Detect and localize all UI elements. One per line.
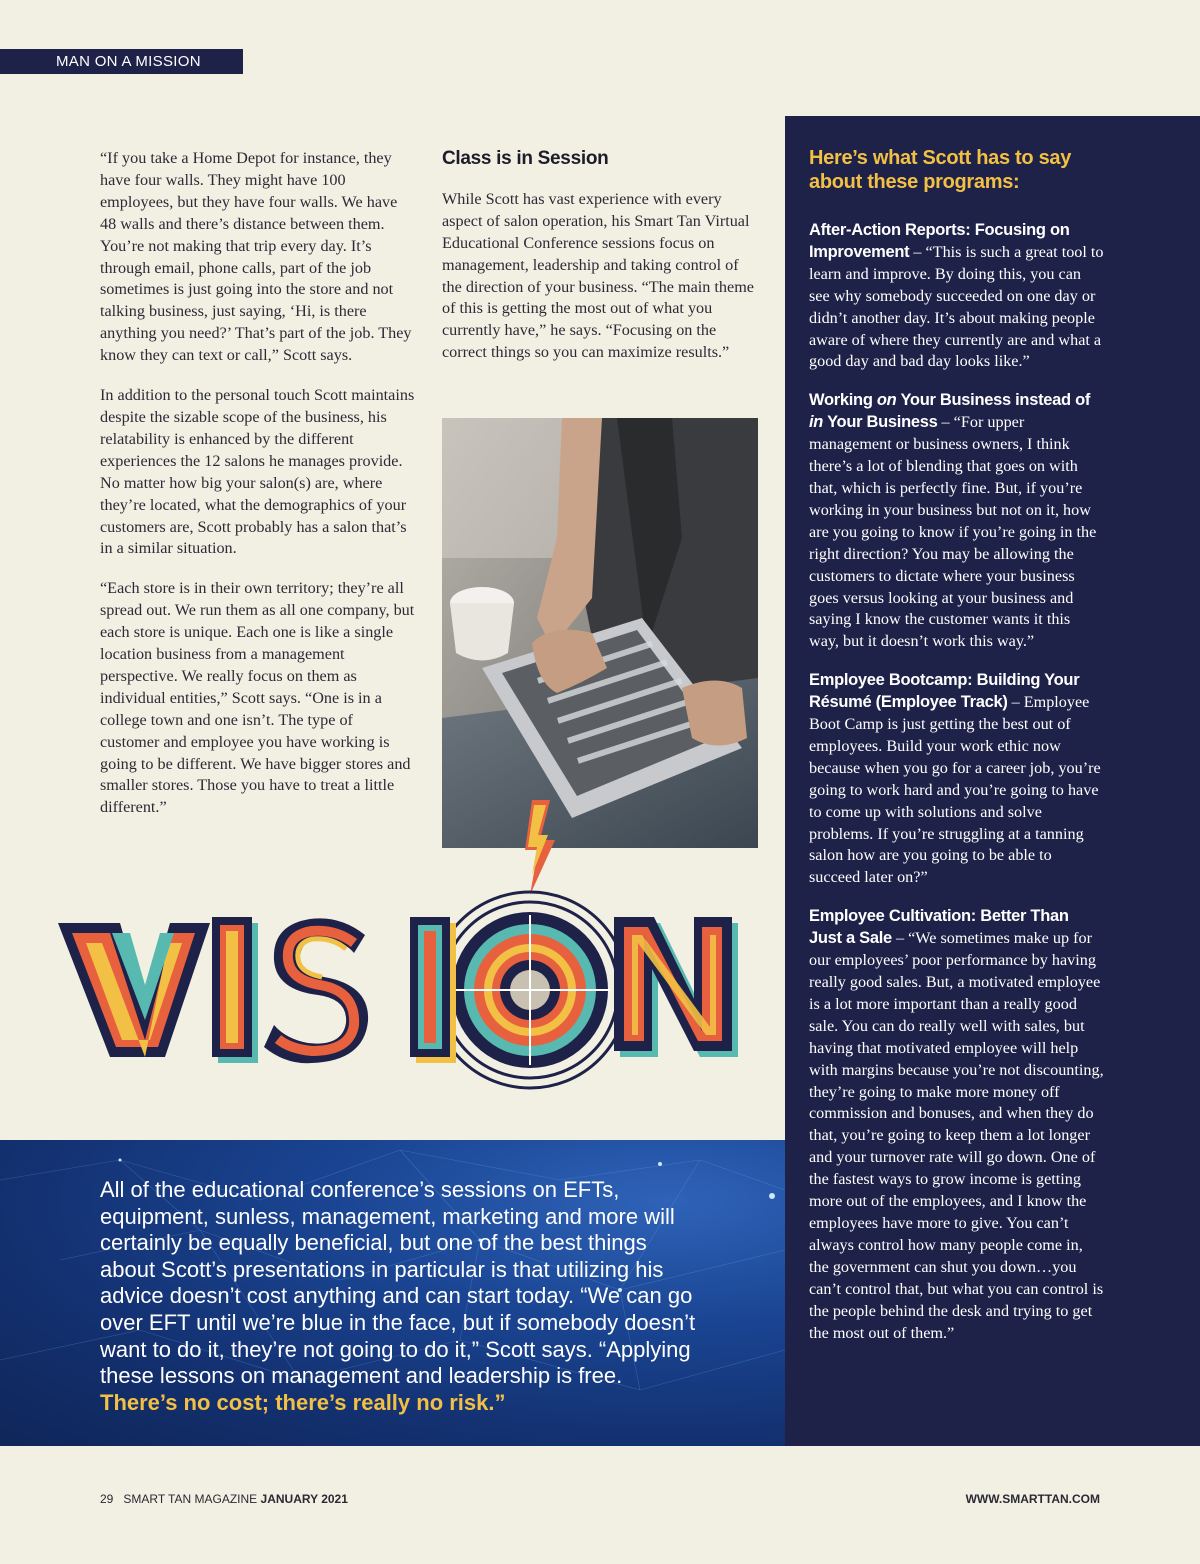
lead-part-italic: on bbox=[876, 391, 897, 410]
sidebar-item bbox=[809, 670, 1104, 889]
lead-part: Your Business bbox=[823, 413, 938, 432]
middle-paragraph: While Scott has vast experience with every aspect of salon operation, his Smart Tan Virtual Educational Conference sessions focus on management, leadership and taking control of the direction of your business. “The main theme of this is getting the most out of what you currently have,” he says. “Focusing on the correct things so you can maximize results.” bbox=[442, 189, 754, 362]
lead-part-italic: in bbox=[809, 413, 824, 432]
pull-quote-emphasis: There’s no cost; there’s really no risk.” bbox=[100, 1389, 506, 1415]
left-paragraph-3: “Each store is in their own territory; they’re all spread out. We run them as all one company, but each store is unique. Each one is like a single location business from a management perspective. We really focus on them as individual entities,” Scott says. “One is in a college town and one isn’t. The type of customer and employee you have working is going to be different. We have bigger stores and smaller stores. Those you have to treat a little different.” bbox=[100, 579, 415, 817]
website-link[interactable]: WWW.SMARTTAN.COM bbox=[965, 1492, 1100, 1506]
sidebar-title: Here’s what Scott has to say about these programs: bbox=[809, 147, 1072, 193]
sidebar-item-text: – Employee Boot Camp is just getting the best out of employees. Build your work ethic now because when you go for a career job, you’re going to work hard and you’re going to have to come up with solutions and solve problems. If you’re struggling at a tanning salon how are you going to be able to succeed later on?” bbox=[809, 693, 1101, 887]
letter-i-2 bbox=[410, 917, 456, 1063]
pull-quote-band bbox=[0, 1140, 785, 1446]
letter-s bbox=[264, 918, 368, 1063]
sidebar-item-text: – “We sometimes make up for our employees’ poor performance by having really good sales. But, a motivated employee is a lot more important than a really good sale. You can do really well with sales, but having that motivated employee will help with margins because you’re not discounting, they’re going to make more money off commission and bonuses, and when they do that, you’re going to keep them a lot longer and your turnover rate will go down. One of the fastest ways to grow income is getting more out of the employees, and I know the employees have more to give. You can’t always control how many people come in, the government can shut you down…you can’t control that, but what you can control is the people behind the desk and trying to get the most out of them.” bbox=[809, 929, 1104, 1342]
sidebar-item-lead: After-Action Reports: Focusing on Improvement bbox=[809, 221, 1070, 261]
laptop-photo bbox=[442, 418, 758, 848]
sidebar-item bbox=[809, 390, 1104, 653]
magazine-name: SMART TAN MAGAZINE bbox=[123, 1492, 258, 1506]
letter-n bbox=[614, 917, 738, 1057]
page-number: 29 bbox=[100, 1492, 114, 1506]
lightning-bolt-icon bbox=[525, 800, 555, 895]
left-column bbox=[100, 148, 416, 837]
footer-left bbox=[100, 1492, 348, 1506]
sidebar-item-text: – “For upper management or business owners, I think there’s a lot of blending that goes on with that, which is perfectly fine. But, if you’re working in your business but not on it, how are you going to know if you’re going in the right direction? You may be allowing the customers to dictate where your business goes versus looking at your business and saying I know the customer wants it this way, but it doesn’t work this way.” bbox=[809, 413, 1097, 651]
sidebar-item-lead: Employee Bootcamp: Building Your Résumé (Employee Track) bbox=[809, 671, 1080, 712]
sidebar-item-lead: Employee Cultivation: Better Than Just a Sale bbox=[809, 907, 1069, 948]
sidebar-box bbox=[785, 116, 1200, 1446]
left-paragraph-2: In addition to the personal touch Scott maintains despite the sizable scope of the business, his relatability is enhanced by the different experiences the 12 salons he manages provide. No matter how big your salon(s) are, where they’re located, what the demographics of your customers are, Scott probably has a salon that’s in a similar situation. bbox=[100, 386, 415, 558]
left-paragraph-1: “If you take a Home Depot for instance, they have four walls. They might have 100 employees, but they have four walls. We have 48 walls and there’s distance between them. You’re not making that trip every day. It’s through email, phone calls, part of the job sometimes is just going into the store and not talking business, just saying, ‘Hi, is there anything you need?’ That’s part of the job. They know they can text or call,” Scott says. bbox=[100, 149, 412, 365]
laptop-photo-illustration bbox=[442, 418, 758, 848]
vision-artwork bbox=[50, 795, 750, 1125]
lead-part: Your Business instead of bbox=[896, 391, 1091, 410]
letter-i-1 bbox=[212, 917, 258, 1063]
target-icon bbox=[432, 892, 628, 1088]
vision-word-art bbox=[50, 795, 750, 1125]
issue-date: JANUARY 2021 bbox=[260, 1492, 348, 1506]
section-heading: Class is in Session bbox=[442, 148, 609, 169]
middle-column bbox=[442, 148, 760, 382]
section-tab: MAN ON A MISSION bbox=[0, 49, 243, 74]
letter-v bbox=[58, 923, 210, 1057]
pull-quote-text bbox=[100, 1177, 700, 1416]
lead-part: Working bbox=[809, 391, 877, 410]
sidebar-item bbox=[809, 906, 1104, 1344]
pull-quote-body: All of the educational conference’s sessions on EFTs, equipment, sunless, management, marketing and more will certainly be equally beneficial, but one of the best things about Scott’s presentations in particular is that utilizing his advice doesn’t cost anything and can start today. “We can go over EFT until we’re blue in the face, but if somebody doesn’t want to do it, they’re not going to do it,” Scott says. “Applying these lessons on management and leadership is free. bbox=[100, 1177, 696, 1389]
sidebar-item bbox=[809, 220, 1104, 373]
sidebar-item-text: – “This is such a great tool to learn and improve. By doing this, you can see why somebody succeeded on one day or didn’t another day. It’s about making people aware of where they currently are and what a good day and bad day looks like.” bbox=[809, 242, 1104, 371]
